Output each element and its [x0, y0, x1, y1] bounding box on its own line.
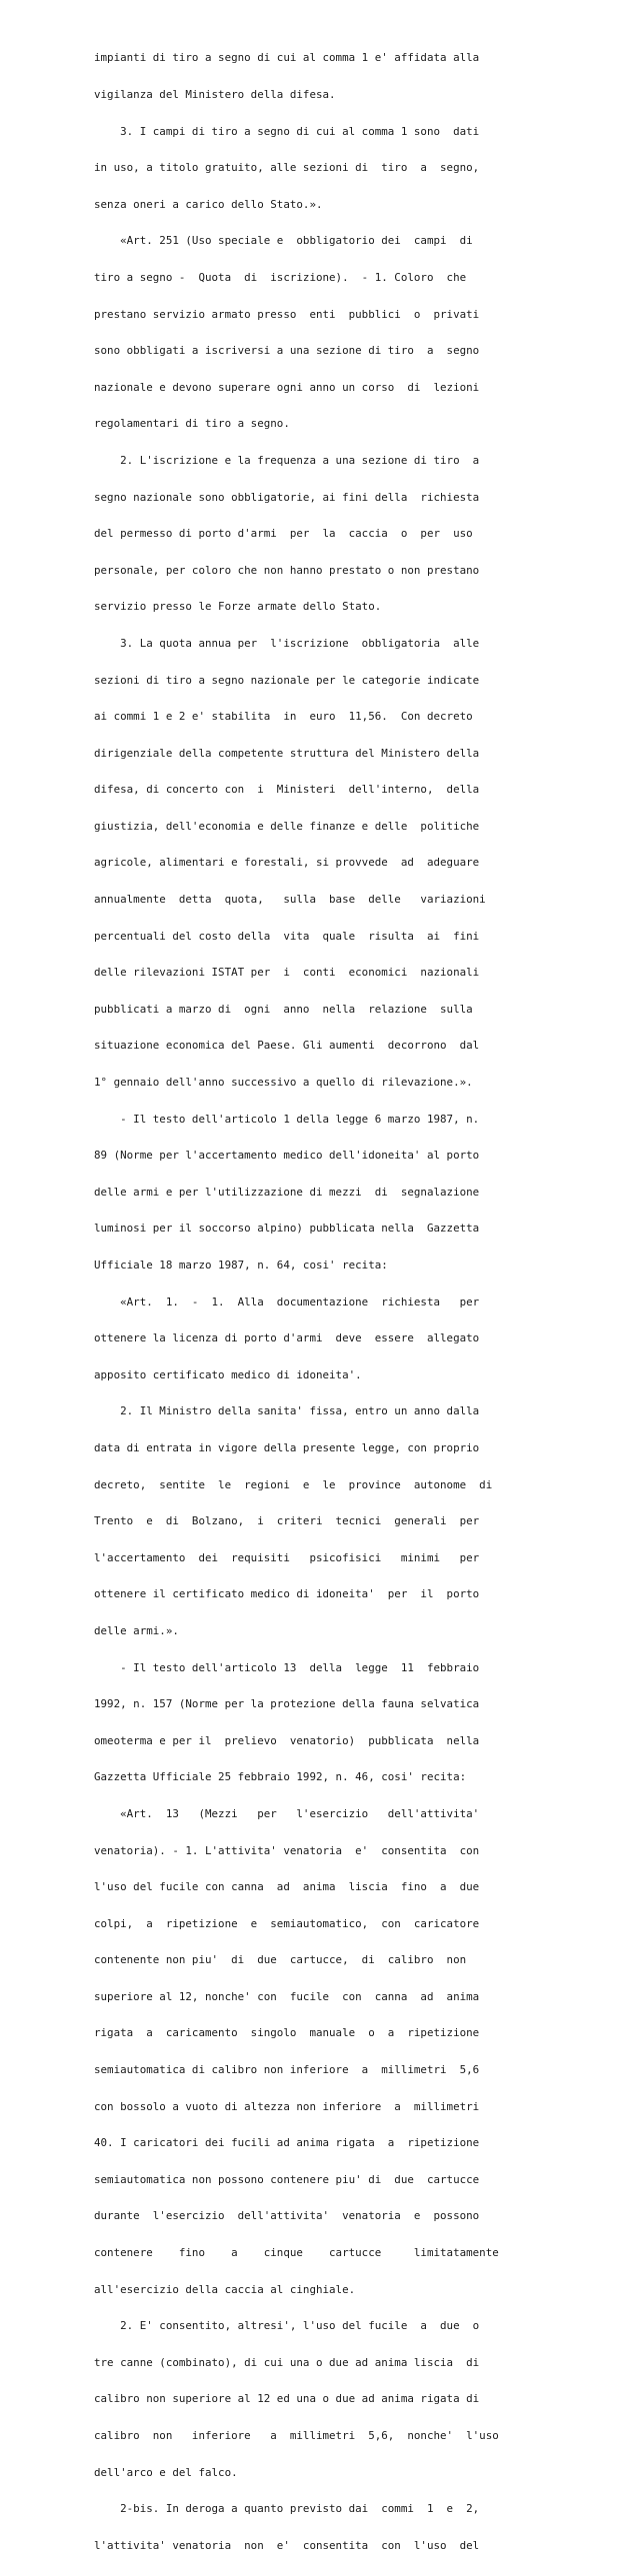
text-line: 2. E' consentito, altresi', l'uso del fucile a due o: [94, 2319, 480, 2333]
text-line: superiore al 12, nonche' con fucile con canna ad anima: [94, 1989, 480, 2003]
text-line: all'esercizio della caccia al cinghiale.: [94, 2282, 356, 2296]
text-line: segno nazionale sono obbligatorie, ai fini della richiesta: [94, 490, 480, 504]
text-line: 89 (Norme per l'accertamento medico dell'idoneita' al porto: [94, 1149, 480, 1163]
text-line: annualmente detta quota, sulla base delle variazioni: [94, 893, 486, 907]
text-line: regolamentari di tiro a segno.: [94, 417, 290, 431]
text-line: l'accertamento dei requisiti psicofisici minimi per: [94, 1550, 480, 1564]
text-line: luminosi per il soccorso alpino) pubblicata nella Gazzetta: [94, 1222, 480, 1236]
text-line: «Art. 251 (Uso speciale e obbligatorio dei campi di: [94, 234, 473, 248]
text-line: delle armi.».: [94, 1623, 179, 1637]
text-line: servizio presso le Forze armate dello Stato.: [94, 600, 382, 614]
text-line: delle armi e per l'utilizzazione di mezzi di segnalazione: [94, 1185, 480, 1199]
text-line: l'attivita' venatoria non e' consentita con l'uso del: [94, 2538, 480, 2552]
text-line: - Il testo dell'articolo 1 della legge 6 marzo 1987, n.: [94, 1112, 480, 1126]
text-line: «Art. 13 (Mezzi per l'esercizio dell'attivita': [94, 1806, 480, 1820]
text-line: 3. La quota annua per l'iscrizione obbligatoria alle: [94, 636, 480, 650]
text-line: l'uso del fucile con canna ad anima liscia fino a due: [94, 1880, 480, 1894]
text-line: 2. L'iscrizione e la frequenza a una sezione di tiro a: [94, 453, 480, 467]
text-line: difesa, di concerto con i Ministeri dell'interno, della: [94, 783, 480, 797]
text-line: percentuali del costo della vita quale risulta ai fini: [94, 929, 480, 943]
text-line: 1° gennaio dell'anno successivo a quello di rilevazione.».: [94, 1076, 473, 1090]
text-line: colpi, a ripetizione e semiautomatico, con caricatore: [94, 1916, 480, 1930]
text-line: semiautomatica di calibro non inferiore a millimetri 5,6: [94, 2063, 480, 2077]
text-line: - Il testo dell'articolo 13 della legge 11 febbraio: [94, 1660, 480, 1674]
text-line: Ufficiale 18 marzo 1987, n. 64, cosi' recita:: [94, 1259, 388, 1272]
text-line: prestano servizio armato presso enti pubblici o privati: [94, 307, 480, 321]
text-line: Gazzetta Ufficiale 25 febbraio 1992, n. 46, cosi' recita:: [94, 1770, 467, 1784]
legal-text-block: [94, 28, 499, 2576]
text-line: ottenere il certificato medico di idoneita' per il porto: [94, 1587, 480, 1601]
text-line: tre canne (combinato), di cui una o due ad anima liscia di: [94, 2355, 480, 2369]
text-line: rigata a caricamento singolo manuale o a ripetizione: [94, 2026, 480, 2040]
text-line: senza oneri a carico dello Stato.».: [94, 197, 323, 211]
text-line: vigilanza del Ministero della difesa.: [94, 88, 336, 101]
text-line: tiro a segno - Quota di iscrizione). - 1. Coloro che: [94, 270, 467, 284]
text-line: durante l'esercizio dell'attivita' venatoria e possono: [94, 2209, 480, 2223]
text-line: nazionale e devono superare ogni anno un corso di lezioni: [94, 380, 480, 394]
text-line: calibro non inferiore a millimetri 5,6, nonche' l'uso: [94, 2429, 499, 2442]
text-line: delle rilevazioni ISTAT per i conti economici nazionali: [94, 966, 480, 980]
text-line: data di entrata in vigore della presente legge, con proprio: [94, 1440, 480, 1454]
text-line: dell'arco e del falco.: [94, 2465, 238, 2479]
text-line: contenere fino a cinque cartucce limitatamente: [94, 2246, 499, 2260]
text-line: 3. I campi di tiro a segno di cui al comma 1 sono dati: [94, 124, 480, 138]
text-line: agricole, alimentari e forestali, si provvede ad adeguare: [94, 856, 480, 870]
text-line: situazione economica del Paese. Gli aumenti decorrono dal: [94, 1039, 480, 1053]
text-line: Trento e di Bolzano, i criteri tecnici generali per: [94, 1514, 480, 1528]
text-line: semiautomatica non possono contenere piu' di due cartucce: [94, 2172, 480, 2186]
text-line: 2-bis. In deroga a quanto previsto dai commi 1 e 2,: [94, 2502, 480, 2516]
text-line: dirigenziale della competente struttura del Ministero della: [94, 746, 480, 760]
text-line: apposito certificato medico di idoneita'.: [94, 1367, 362, 1381]
text-line: 2. Il Ministro della sanita' fissa, entro un anno dalla: [94, 1404, 480, 1418]
text-line: sono obbligati a iscriversi a una sezione di tiro a segno: [94, 344, 480, 358]
text-line: contenente non piu' di due cartucce, di calibro non: [94, 1953, 467, 1967]
text-line: venatoria). - 1. L'attivita' venatoria e' consentita con: [94, 1843, 480, 1857]
text-line: calibro non superiore al 12 ed una o due ad anima rigata di: [94, 2392, 480, 2406]
text-line: con bossolo a vuoto di altezza non inferiore a millimetri: [94, 2099, 480, 2113]
text-line: omeoterma e per il prelievo venatorio) pubblicata nella: [94, 1733, 480, 1747]
text-line: 1992, n. 157 (Norme per la protezione della fauna selvatica: [94, 1697, 480, 1711]
text-line: in uso, a titolo gratuito, alle sezioni di tiro a segno,: [94, 161, 480, 175]
text-line: sezioni di tiro a segno nazionale per le categorie indicate: [94, 673, 480, 687]
text-line: giustizia, dell'economia e delle finanze e delle politiche: [94, 819, 480, 833]
text-line: ottenere la licenza di porto d'armi deve essere allegato: [94, 1331, 480, 1345]
text-line: ai commi 1 e 2 e' stabilita in euro 11,56. Con decreto: [94, 710, 473, 724]
text-line: personale, per coloro che non hanno prestato o non prestano: [94, 563, 480, 577]
text-line: «Art. 1. - 1. Alla documentazione richiesta per: [94, 1294, 480, 1308]
text-line: 40. I caricatori dei fucili ad anima rigata a ripetizione: [94, 2136, 480, 2150]
text-line: decreto, sentite le regioni e le province autonome di: [94, 1477, 493, 1491]
text-line: impianti di tiro a segno di cui al comma 1 e' affidata alla: [94, 51, 480, 65]
text-line: del permesso di porto d'armi per la caccia o per uso: [94, 527, 473, 541]
text-line: pubblicati a marzo di ogni anno nella relazione sulla: [94, 1002, 473, 1016]
